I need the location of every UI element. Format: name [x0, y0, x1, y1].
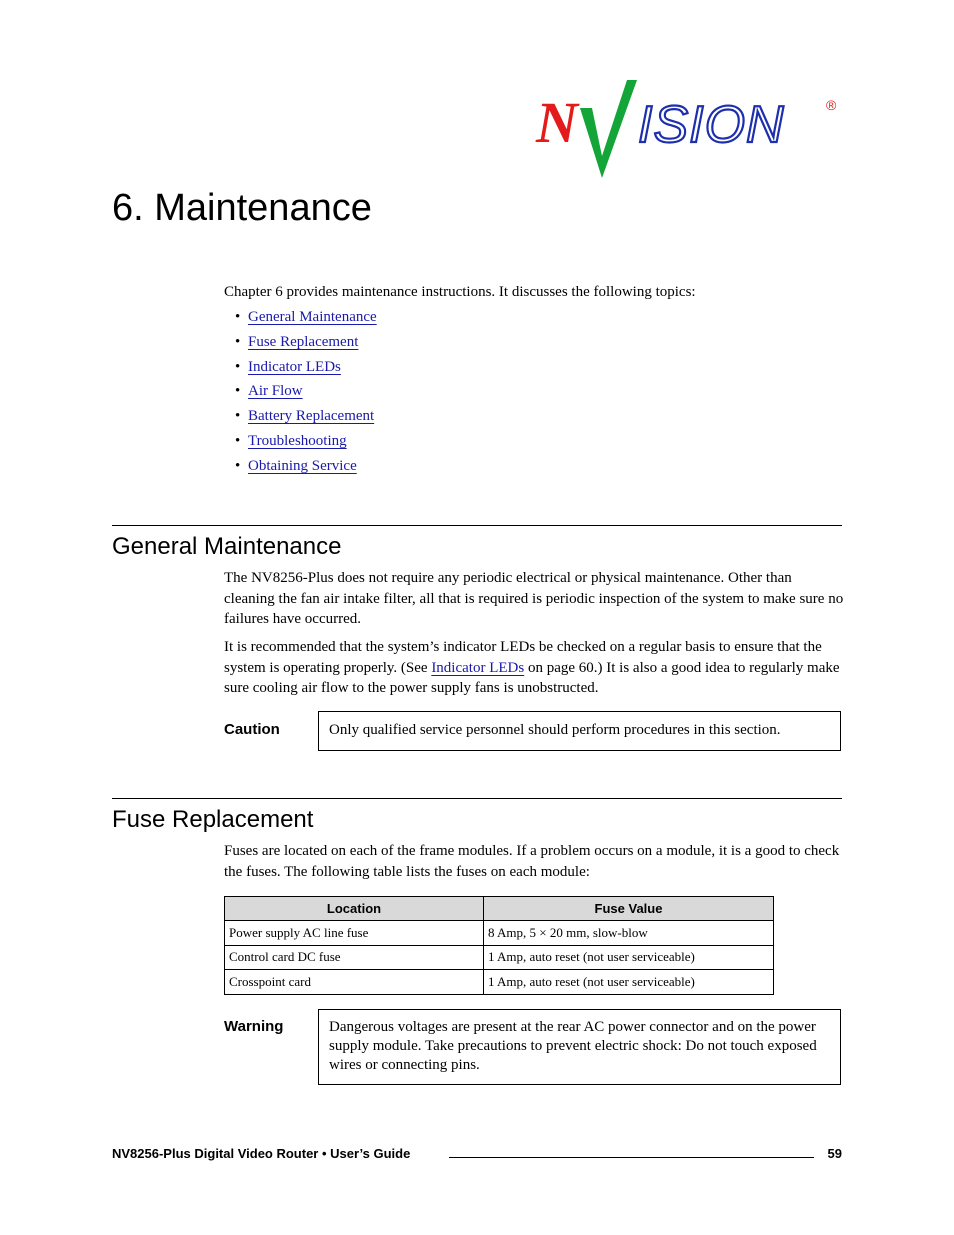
bullet: •	[235, 432, 241, 449]
bullet: •	[235, 333, 241, 350]
table-cell: Control card DC fuse	[225, 945, 484, 970]
table-row	[225, 970, 774, 995]
intro-paragraph: Chapter 6 provides maintenance instructions. It discusses the following topics:	[224, 284, 696, 300]
logo-n-letter: N	[536, 90, 578, 155]
topic-link-general-maintenance[interactable]: General Maintenance	[248, 309, 377, 325]
table-cell: 1 Amp, auto reset (not user serviceable)	[484, 945, 774, 970]
column-header-fuse-value: Fuse Value	[484, 897, 774, 921]
topic-link-fuse-replacement[interactable]: Fuse Replacement	[248, 333, 359, 350]
list-item	[235, 455, 377, 480]
warning-text: Dangerous voltages are present at the rear AC power connector and on the power supply module. Take precautions to prevent electric shock: Do not touch exposed wires or connecting pins.	[329, 1019, 817, 1073]
table-cell: Crosspoint card	[225, 970, 484, 995]
logo-ision-text: ISION	[638, 96, 785, 154]
section-heading-fuse-replacement: Fuse Replacement	[112, 806, 314, 833]
column-header-location: Location	[225, 897, 484, 921]
list-item	[235, 380, 377, 405]
footer-rule	[449, 1157, 814, 1158]
paragraph-text: on page 60.) It is also a good idea to regularly make sure cooling air flow to the power supply fans is unobstructed.	[224, 659, 840, 696]
footer-title: NV8256-Plus Digital Video Router • User’s Guide	[112, 1146, 411, 1161]
fuse-paragraph: Fuses are located on each of the frame modules. If a problem occurs on a module, it is a good to check the fuses. The following table lists the fuses on each module:	[224, 843, 840, 880]
section-heading-general-maintenance: General Maintenance	[112, 533, 342, 560]
warning-box	[318, 1009, 841, 1085]
bullet: •	[235, 383, 241, 400]
bullet: •	[235, 309, 241, 325]
logo-registered-mark: ®	[826, 97, 837, 113]
warning-label: Warning	[224, 1018, 284, 1035]
general-paragraph-2	[224, 637, 844, 699]
table-header-row	[225, 897, 774, 921]
list-item	[235, 331, 377, 356]
table-cell: 1 Amp, auto reset (not user serviceable)	[484, 970, 774, 995]
caution-box	[318, 711, 841, 751]
topic-list	[235, 306, 377, 480]
list-item	[235, 306, 377, 331]
caution-text: Only qualified service personnel should perform procedures in this section.	[329, 722, 781, 738]
bullet: •	[235, 408, 241, 425]
table-cell: Power supply AC line fuse	[225, 921, 484, 946]
topic-link-obtaining-service[interactable]: Obtaining Service	[248, 457, 357, 474]
table-cell: 8 Amp, 5 × 20 mm, slow-blow	[484, 921, 774, 946]
table-row	[225, 945, 774, 970]
section-divider	[112, 525, 842, 526]
bullet: •	[235, 358, 241, 375]
paragraph-text: It is recommended that the system’s indicator LEDs be checked on a regular basis to ensure that the system is operating properly. (See	[224, 639, 822, 676]
list-item	[235, 356, 377, 381]
chapter-title: 6. Maintenance	[112, 187, 372, 229]
table-row	[225, 921, 774, 946]
topic-link-battery-replacement[interactable]: Battery Replacement	[248, 408, 375, 425]
fuse-table	[224, 896, 774, 995]
nvision-logo	[534, 78, 844, 182]
section-divider	[112, 798, 842, 799]
page-number: 59	[827, 1146, 842, 1161]
indicator-leds-link[interactable]: Indicator LEDs	[431, 659, 525, 676]
bullet: •	[235, 457, 241, 474]
topic-link-indicator-leds[interactable]: Indicator LEDs	[248, 358, 341, 375]
caution-label: Caution	[224, 721, 280, 738]
topic-link-air-flow[interactable]: Air Flow	[248, 383, 303, 400]
topic-link-troubleshooting[interactable]: Troubleshooting	[248, 432, 347, 449]
logo-v-mark	[580, 80, 637, 178]
list-item	[235, 430, 377, 455]
list-item	[235, 405, 377, 430]
general-paragraph-1: The NV8256-Plus does not require any periodic electrical or physical maintenance. Other than cleaning the fan air intake filter, all that is required is periodic inspection of the system to make sure no failures have occurred.	[224, 570, 844, 627]
